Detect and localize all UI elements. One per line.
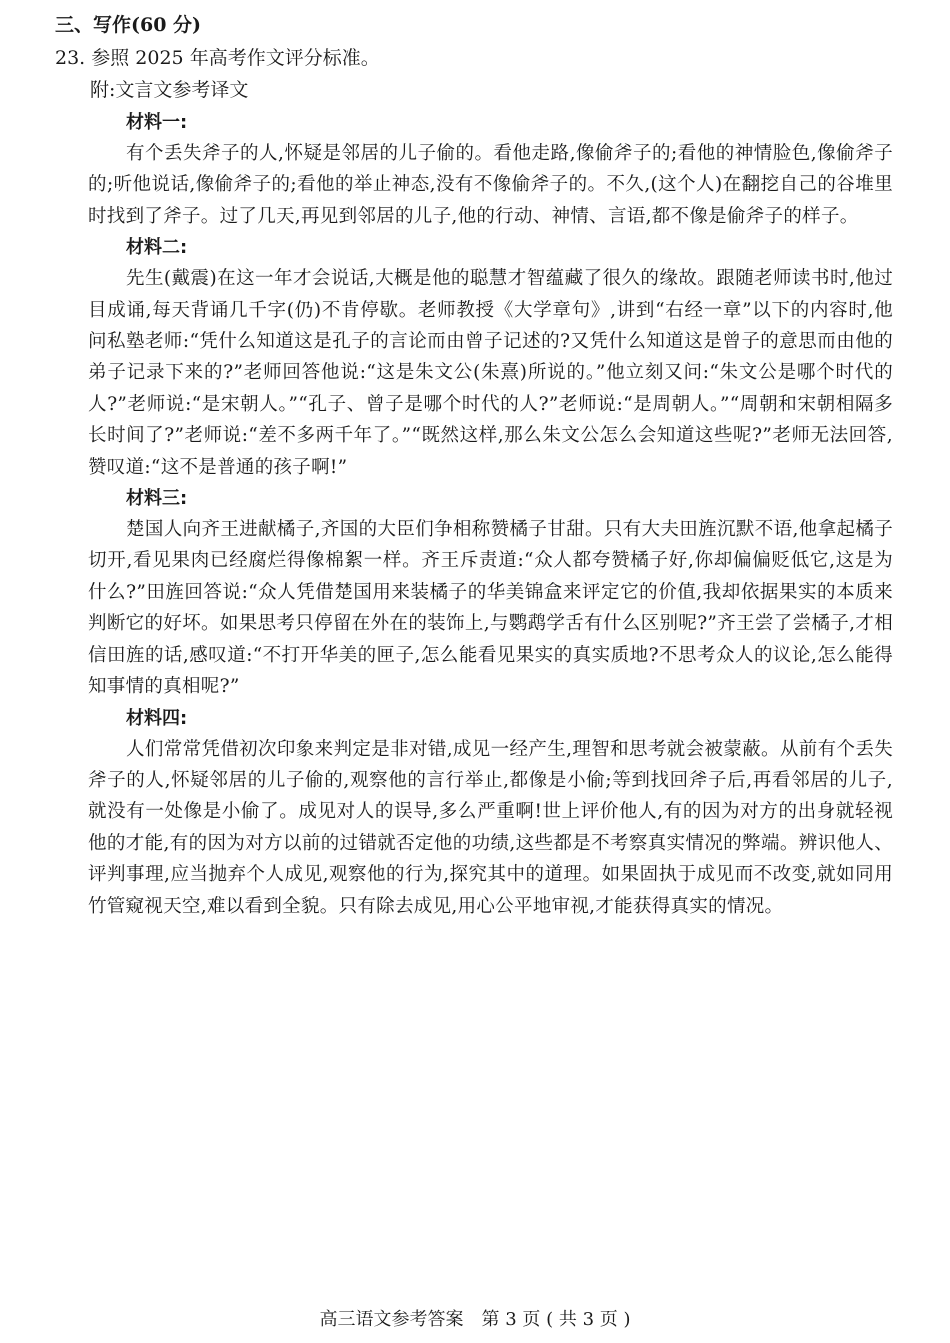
material-4: [88, 703, 893, 922]
question-23: 23. 参照 2025 年高考作文评分标准。: [55, 47, 380, 69]
material-title: 材料二:: [126, 237, 188, 259]
section-heading: 三、写作(60 分): [55, 14, 202, 36]
translation-body: [88, 107, 893, 922]
material-title: 材料一:: [126, 112, 188, 133]
material-text: 人们常常凭借初次印象来判定是非对错,成见一经产生,理智和思考就会被蒙蔽。从前有个丢失斧子的人,怀疑邻居的儿子偷的,观察他的言行举止,都像是小偷;等到找回斧子后,再看邻居的儿子,就没有一处像是小偷了。成见对人的误导,多么严重啊!世上评价他人,有的因为对方的出身就轻视他的才能,有的因为对方以前的过错就否定他的功绩,这些都是不考察真实情况的弊端。辨识他人、评判事理,应当抛弃个人成见,观察他的行为,探究其中的道理。如果固执于成见而不改变,就如同用竹管窥视天空,难以看到全貌。只有除去成见,用心公平地审视,才能获得真实的情况。: [88, 738, 893, 917]
material-text: 先生(戴震)在这一年才会说话,大概是他的聪慧才智蕴藏了很久的缘故。跟随老师读书时,他过目成诵,每天背诵几千字(仍)不肯停歇。老师教授《大学章句》,讲到“右经一章”以下的内容时,他问私塾老师:“凭什么知道这是孔子的言论而由曾子记述的?又凭什么知道这是曾子的意思而由他的弟子记录下来的?”老师回答他说:“这是朱文公(朱熹)所说的。”他立刻又问:“朱文公是哪个时代的人?”老师说:“是宋朝人。”“孔子、曾子是哪个时代的人?”老师说:“是周朝人。”“周朝和宋朝相隔多长时间了?”老师说:“差不多两千年了。”“既然这样,那么朱文公怎么会知道这些呢?”老师无法回答,赞叹道:“这不是普通的孩子啊!”: [88, 268, 893, 478]
appendix-title: 附:文言文参考译文: [90, 79, 249, 101]
material-title: 材料三:: [126, 488, 188, 510]
material-2: [88, 232, 893, 483]
material-text: 楚国人向齐王进献橘子,齐国的大臣们争相称赞橘子甘甜。只有大夫田旌沉默不语,他拿起橘子切开,看见果肉已经腐烂得像棉絮一样。齐王斥责道:“众人都夸赞橘子好,你却偏偏贬低它,这是为什么?”田旌回答说:“众人凭借楚国用来装橘子的华美锦盒来评定它的价值,我却依据果实的本质来判断它的好坏。如果思考只停留在外在的装饰上,与鹦鹉学舌有什么区别呢?”齐王尝了尝橘子,才相信田旌的话,感叹道:“不打开华美的匣子,怎么能看见果实的真实质地?不思考众人的议论,怎么能得知事情的真相呢?”: [88, 519, 894, 698]
material-1: [88, 107, 893, 232]
material-text: 有个丢失斧子的人,怀疑是邻居的儿子偷的。看他走路,像偷斧子的;看他的神情脸色,像偷斧子的;听他说话,像偷斧子的;看他的举止神态,没有不像偷斧子的。不久,(这个人)在翻挖自己的谷堆里时找到了斧子。过了几天,再见到邻居的儿子,他的行动、神情、言语,都不像是偷斧子的样子。: [88, 143, 893, 227]
page-footer: 高三语文参考答案 第 3 页 ( 共 3 页 ): [319, 1309, 631, 1330]
material-title: 材料四:: [126, 707, 188, 729]
material-3: [88, 483, 893, 702]
